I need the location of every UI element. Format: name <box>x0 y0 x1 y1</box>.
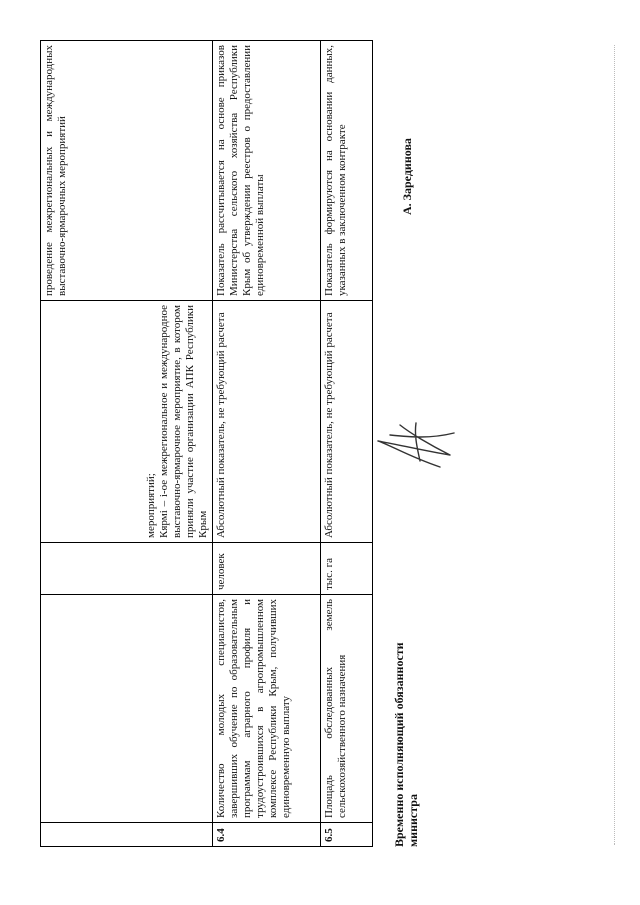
indicator-unit: человек <box>213 543 321 595</box>
indicator-formula: мероприятий; Кярмi – i-ое межрегиональное и международное выставочно-ярмарочное мероприятие, в котором приняли участие организации АПК Республики Крым <box>41 301 213 543</box>
indicator-source: Показатель формируются на основании данных, указанных в заключенном контракте <box>321 41 373 301</box>
table-row <box>41 41 213 847</box>
row-number: 6.4 <box>213 823 321 847</box>
signer-title: Временно исполняющий обязанности министра <box>392 642 420 847</box>
table-row <box>321 41 373 847</box>
indicator-unit <box>41 543 213 595</box>
page-footer-divider <box>610 45 615 845</box>
signer-name: А. Зарединова <box>400 138 414 215</box>
indicator-name: Площадь обследованных земель сельскохозяйственного назначения <box>321 595 373 823</box>
indicator-formula: Абсолютный показатель, не требующий расчета <box>213 301 321 543</box>
indicator-source: проведение межрегиональных и международных выставочно-ярмарочных мероприятий <box>41 41 213 301</box>
indicator-unit: тыс. га <box>321 543 373 595</box>
handwritten-signature-icon <box>370 415 460 475</box>
indicator-formula: Абсолютный показатель, не требующий расчета <box>321 301 373 543</box>
indicators-table <box>40 40 373 847</box>
table-row <box>213 41 321 847</box>
indicator-name: Количество молодых специалистов, завершивших обучение по образовательным программам аграрного профиля и трудоустроившихся в агропромышленном комплексе Республики Крым, получивших единовременную выплату <box>213 595 321 823</box>
row-number <box>41 823 213 847</box>
indicator-name <box>41 595 213 823</box>
row-number: 6.5 <box>321 823 373 847</box>
indicator-source: Показатель рассчитывается на основе приказов Министерства сельского хозяйства Республики Крым об утверждении реестров о предоставлении единовременной выплаты <box>213 41 321 301</box>
